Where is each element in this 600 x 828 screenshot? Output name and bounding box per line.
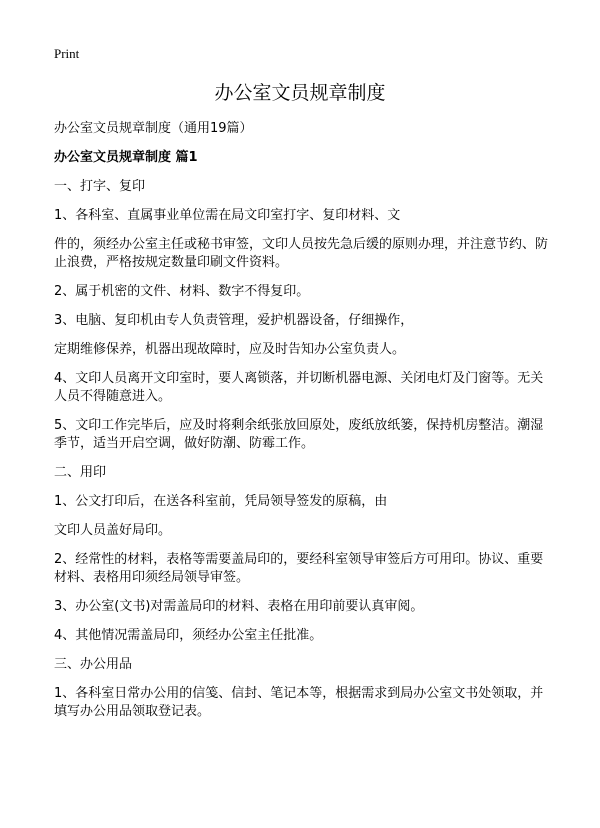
paragraph: 1、各科室、直属事业单位需在局文印室打字、复印材料、文 — [54, 208, 401, 223]
paragraph: 1、公文打印后，在送各科室前，凭局领导签发的原稿，由 — [54, 494, 388, 509]
paragraph-heading-2: 二、用印 — [54, 465, 107, 480]
paragraph-heading-3: 三、办公用品 — [54, 657, 133, 672]
paragraph: 3、办公室(文书)对需盖局印的材料、表格在用印前要认真审阅。 — [54, 599, 424, 614]
document-subtitle: 办公室文员规章制度（通用19篇） — [54, 121, 253, 136]
paragraph: 4、其他情况需盖局印，须经办公室主任批准。 — [54, 628, 323, 643]
paragraph: 定期维修保养，机器出现故障时，应及时告知办公室负责人。 — [54, 342, 406, 357]
paragraph-heading-1: 一、打字、复印 — [54, 179, 146, 194]
print-label: Print — [54, 46, 80, 61]
paragraph: 2、属于机密的文件、材料、数字不得复印。 — [54, 284, 310, 299]
paragraph: 件的，须经办公室主任或秘书审签，文印人员按先急后缓的原则办理，并注意节约、防止浪费，严格按规定数量印刷文件资料。 — [54, 237, 549, 270]
paragraph: 3、电脑、复印机由专人负责管理，爱护机器设备，仔细操作， — [54, 313, 414, 328]
document-title: 办公室文员规章制度 — [214, 82, 386, 104]
document-body — [54, 120, 548, 721]
paragraph: 文印人员盖好局印。 — [54, 523, 172, 538]
section-heading: 办公室文员规章制度 篇1 — [54, 150, 198, 165]
paragraph: 4、文印人员离开文印室时，要人离锁落，并切断机器电源、关闭电灯及门窗等。无关人员不得随意进入。 — [54, 371, 544, 404]
paragraph: 1、各科室日常办公用的信笺、信封、笔记本等，根据需求到局办公室文书处领取，并填写办公用品领取登记表。 — [54, 686, 544, 719]
paragraph: 5、文印工作完毕后，应及时将剩余纸张放回原处，废纸放纸篓，保持机房整洁。潮湿季节，适当开启空调，做好防潮、防霉工作。 — [54, 418, 544, 451]
paragraph: 2、经常性的材料，表格等需要盖局印的，要经科室领导审签后方可用印。协议、重要材料、表格用印须经局领导审签。 — [54, 552, 544, 585]
